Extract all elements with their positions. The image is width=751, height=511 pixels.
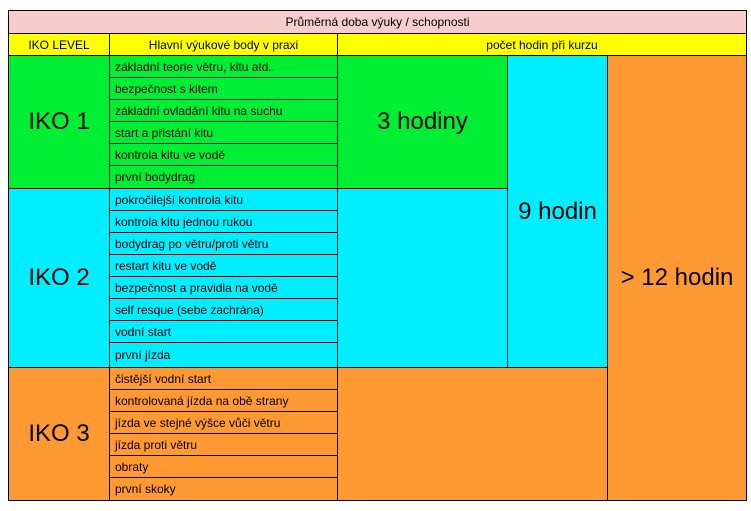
level-iko-2: IKO 2 [8, 188, 110, 368]
hours-3-hodiny: 3 hodiny [337, 55, 508, 189]
point-iko3-5: obraty [109, 455, 338, 478]
point-iko3-4: jízda proti větru [109, 433, 338, 456]
point-iko3-6: první skoky [109, 477, 338, 501]
point-iko1-1: základní teorie větru, kitu atd.. [109, 55, 338, 78]
point-iko3-3: jízda ve stejné výšce vůči větru [109, 411, 338, 434]
hours-9-hodin: 9 hodin [507, 55, 608, 368]
point-iko2-1: pokročilejší kontrola kitu [109, 188, 338, 211]
point-iko2-2: kontrola kitu jednou rukou [109, 210, 338, 233]
point-iko2-4: restart kitu ve vodě [109, 254, 338, 277]
header-level: IKO LEVEL [8, 33, 110, 56]
hours-col1-iko2-cell [337, 188, 508, 368]
point-iko1-4: start a přistání kitu [109, 121, 338, 144]
point-iko2-8: první jízda [109, 342, 338, 368]
point-iko1-2: bezpečnost s kitem [109, 77, 338, 100]
table-title: Průměrná doba výuky / schopnosti [8, 10, 747, 34]
level-iko-3: IKO 3 [8, 367, 110, 501]
point-iko1-5: kontrola kitu ve vodě [109, 143, 338, 166]
header-points: Hlavní výukové body v praxi [109, 33, 338, 56]
point-iko3-1: čistější vodní start [109, 367, 338, 390]
point-iko2-6: self resque (sebe zachrána) [109, 298, 338, 321]
point-iko1-6: první bodydrag [109, 165, 338, 189]
level-iko-1: IKO 1 [8, 55, 110, 189]
point-iko3-2: kontrolovaná jízda na obě strany [109, 389, 338, 412]
hours-col1-iko3-cell [337, 367, 608, 501]
point-iko2-7: vodní start [109, 320, 338, 343]
point-iko2-3: bodydrag po větru/proti větru [109, 232, 338, 255]
header-hours: počet hodin při kurzu [337, 33, 747, 56]
point-iko2-5: bezpečnost a pravidla na vodě [109, 276, 338, 299]
point-iko1-3: základní ovladání kitu na suchu [109, 99, 338, 122]
hours-12-hodin: > 12 hodin [607, 55, 747, 501]
